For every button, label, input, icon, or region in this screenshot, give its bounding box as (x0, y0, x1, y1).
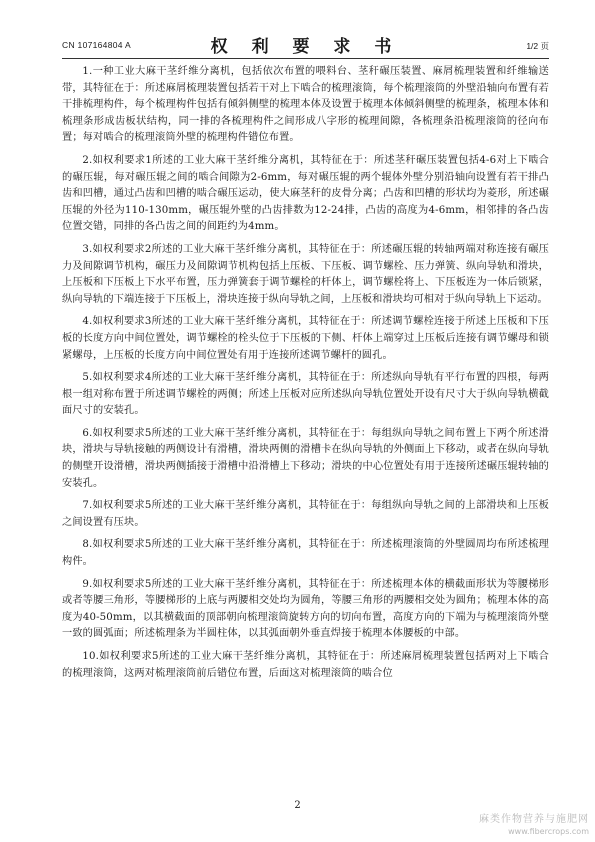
claim-5: 5.如权利要求4所述的工业大麻干茎纤维分离机，其特征在于：所述纵向导轨有平行布置的四根，每两根一组对称布置于所述调节螺栓的两侧；所述上压板对应所述纵向导轨位置处开设有尺寸大于纵向导轨横截面尺寸的安装孔。 (62, 372, 549, 417)
watermark-url: www.fibercrops.com (508, 827, 589, 836)
watermark-site-name: 麻类作物营养与施肥网 (479, 814, 589, 825)
claim-8: 8.如权利要求5所述的工业大麻干茎纤维分离机，其特征在于：所述梳理滚筒的外壁圆周均布所述梳理构件。 (62, 539, 549, 568)
claim-6: 6.如权利要求5所述的工业大麻干茎纤维分离机，其特征在于：每组纵向导轨之间布置上下两个所述滑块，滑块与导轨接触的两侧设计有滑槽，滑块两侧的滑槽卡在纵向导轨的外侧面上下移动，或者在纵向导轨的侧壁开设滑槽，滑块两侧插接于滑槽中沿滑槽上下移动；滑块的中心位置处有用于连接所述碾压辊转轴的安装孔。 (62, 427, 549, 489)
claim-2: 2.如权利要求1所述的工业大麻干茎纤维分离机，其特征在于：所述茎秆碾压装置包括4-6对上下啮合的碾压辊，每对碾压辊之间的啮合间隙为2-6mm，每对碾压辊的两个辊体外壁分别沿轴向设置有若干排凸齿和凹槽，通过凸齿和凹槽的啮合碾压运动，使大麻茎秆的皮骨分离；凸齿和凹槽的形状均为菱形，所述碾压辊的外径为110-130mm，碾压辊外壁的凸齿排数为12-24排，凸齿的高度为4-6mm，相邻排的各凸齿位置交错，同排的各凸齿之间的间距约为4mm。 (62, 154, 549, 233)
claim-1: 1.一种工业大麻干茎纤维分离机，包括依次布置的喂料台、茎秆碾压装置、麻屑梳理装置和纤维输送带，其特征在于：所述麻屑梳理装置包括若干对上下啮合的梳理滚筒，每个梳理滚筒的外壁沿轴向布置有若干排梳理构件，每个梳理构件包括有倾斜侧壁的梳理本体及设置于梳理本体倾斜侧壁的梳理条，梳理本体和梳理条形成齿板状结构，同一排的各梳理构件之间形成八字形的梳理间隙，各梳理条沿梳理滚筒的径向布置；每对啮合的梳理滚筒外壁的梳理构件错位布置。 (62, 66, 549, 144)
page-indicator: 1/2 页 (526, 41, 549, 51)
claim-4: 4.如权利要求3所述的工业大麻干茎纤维分离机，其特征在于：所述调节螺栓连接于所述上压板和下压板的长度方向中间位置处，调节螺栓的栓头位于下压板的下侧、杆体上端穿过上压板后连接有调节螺母和锁紧螺母，上压板的长度方向中间位置处有用于连接所述调节螺杆的圆孔。 (62, 316, 549, 361)
claim-7: 7.如权利要求5所述的工业大麻干茎纤维分离机，其特征在于：每组纵向导轨之间的上部滑块和上压板之间设置有压块。 (62, 500, 549, 528)
patent-number: CN 107164804 A (62, 40, 131, 50)
document-title: 权 利 要 求 书 (210, 37, 401, 57)
site-watermark (399, 810, 589, 836)
claim-9: 9.如权利要求5所述的工业大麻干茎纤维分离机，其特征在于：所述梳理本体的横截面形状为等腰梯形或者等腰三角形，等腰梯形的上底与两腰相交处均为圆角，等腰三角形的两腰相交处为圆角；梳理本体的高度为40-50mm，以其横截面的顶部朝向梳理滚筒旋转方向的切向布置，高度方向的下端为与梳理滚筒外壁一致的圆弧面；所述梳理条为半圆柱体，以其弧面朝外垂直焊接于梳理本体腰板的中部。 (62, 578, 549, 640)
page-number: 2 (294, 800, 301, 811)
claim-3: 3.如权利要求2所述的工业大麻干茎纤维分离机，其特征在于：所述碾压辊的转轴两端对称连接有碾压力及间隙调节机构，碾压力及间隙调节机构包括上压板、下压板、调节螺栓、压力弹簧、纵向导轨和滑块，上压板和下压板上下水平布置，压力弹簧套于调节螺栓的杆体上，调节螺栓将上、下压板连为一体后锁紧，纵向导轨的下端连接于下压板上，滑块连接于纵向导轨之间，上压板和滑块均可相对于纵向导轨上下运动。 (62, 243, 549, 305)
claims-body (62, 64, 549, 688)
page-header (62, 30, 549, 59)
claim-10: 10.如权利要求5所述的工业大麻干茎纤维分离机，其特征在于：所述麻屑梳理装置包括两对上下啮合的梳理滚筒，这两对梳理滚筒前后错位布置，后面这对梳理滚筒的啮合位 (62, 651, 549, 679)
